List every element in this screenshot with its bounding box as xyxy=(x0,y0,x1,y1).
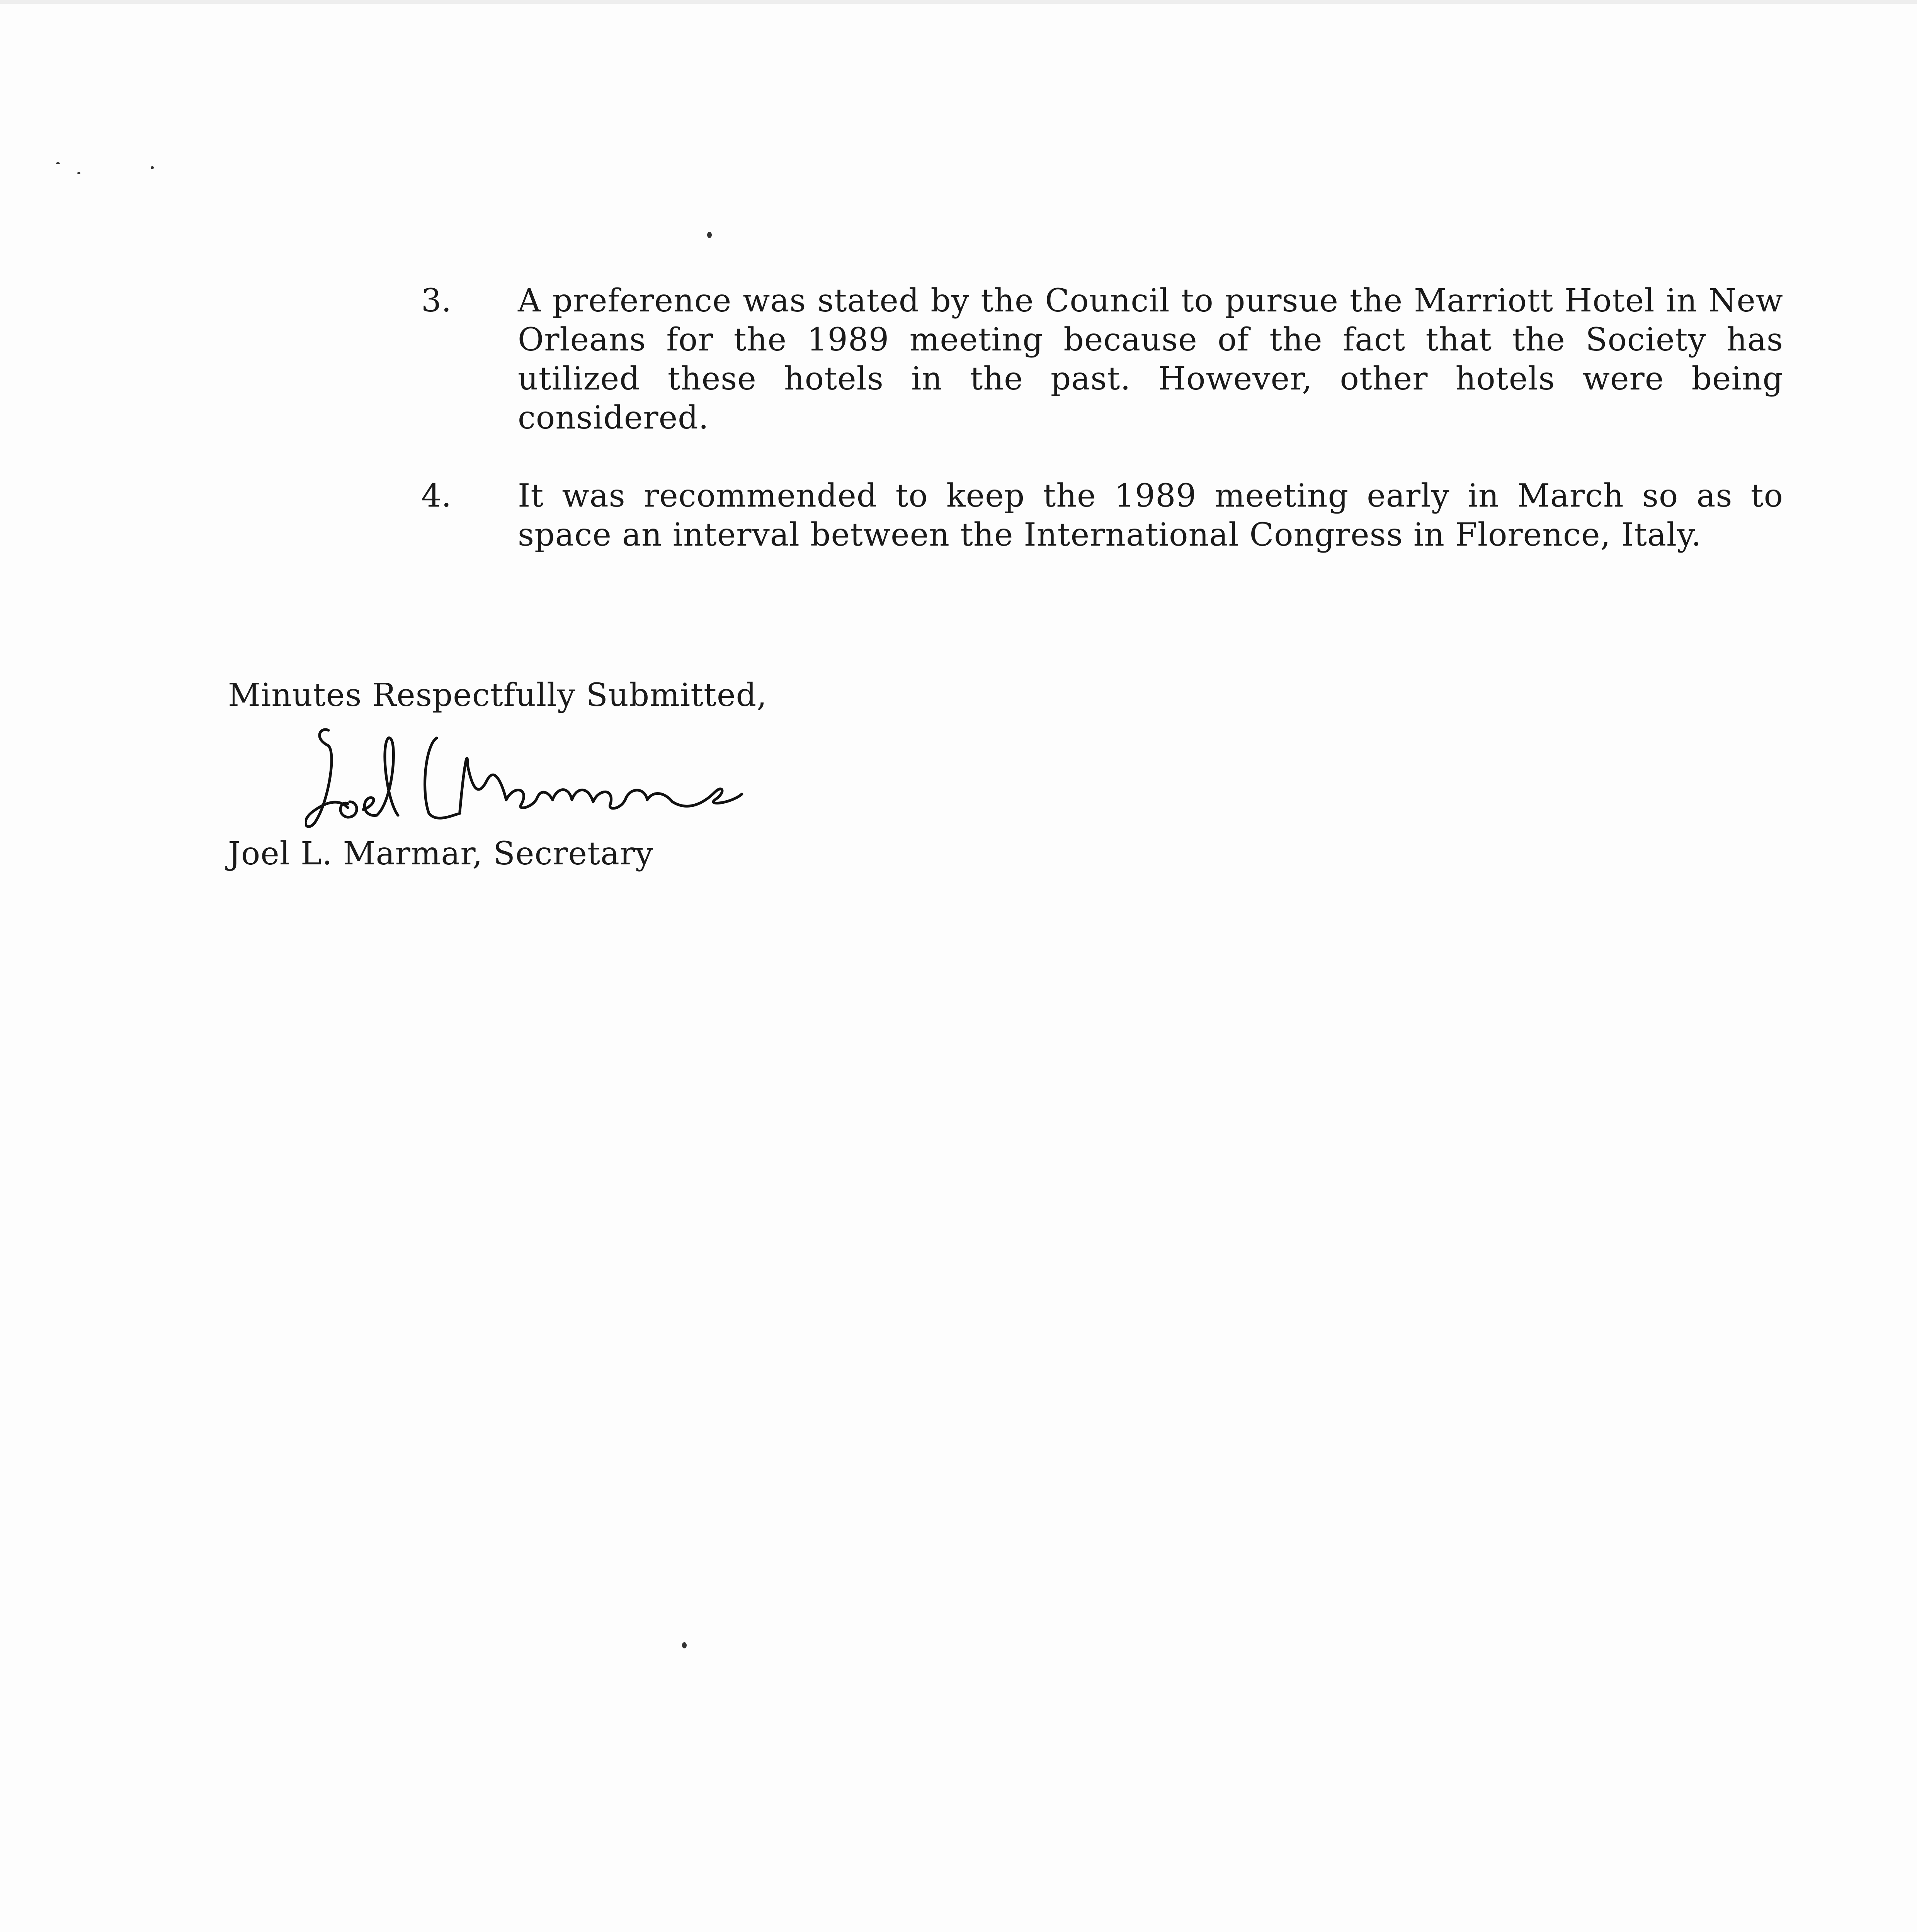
scan-speck xyxy=(151,166,154,169)
scan-top-edge xyxy=(0,0,1917,4)
item-number: 4. xyxy=(421,478,452,514)
signatory-line: Joel L. Marmar, Secretary xyxy=(228,835,654,872)
scan-speck xyxy=(77,172,80,174)
item-text: A preference was stated by the Council to pursue the Marriott Hotel in New Orleans for the 1989 meeting because of the fact that the Society has utilized these hotels in the past. However, other hotels were being considered. xyxy=(518,282,1783,436)
scan-speck xyxy=(707,232,712,238)
scan-speck xyxy=(682,1642,687,1648)
scan-speck xyxy=(56,162,60,164)
handwritten-signature xyxy=(305,723,846,842)
item-text: It was recommended to keep the 1989 meeting early in March so as to space an interval between the International Congress in Florence, Italy. xyxy=(518,478,1783,553)
item-number: 3. xyxy=(421,282,452,319)
closing-line: Minutes Respectfully Submitted, xyxy=(228,677,767,714)
